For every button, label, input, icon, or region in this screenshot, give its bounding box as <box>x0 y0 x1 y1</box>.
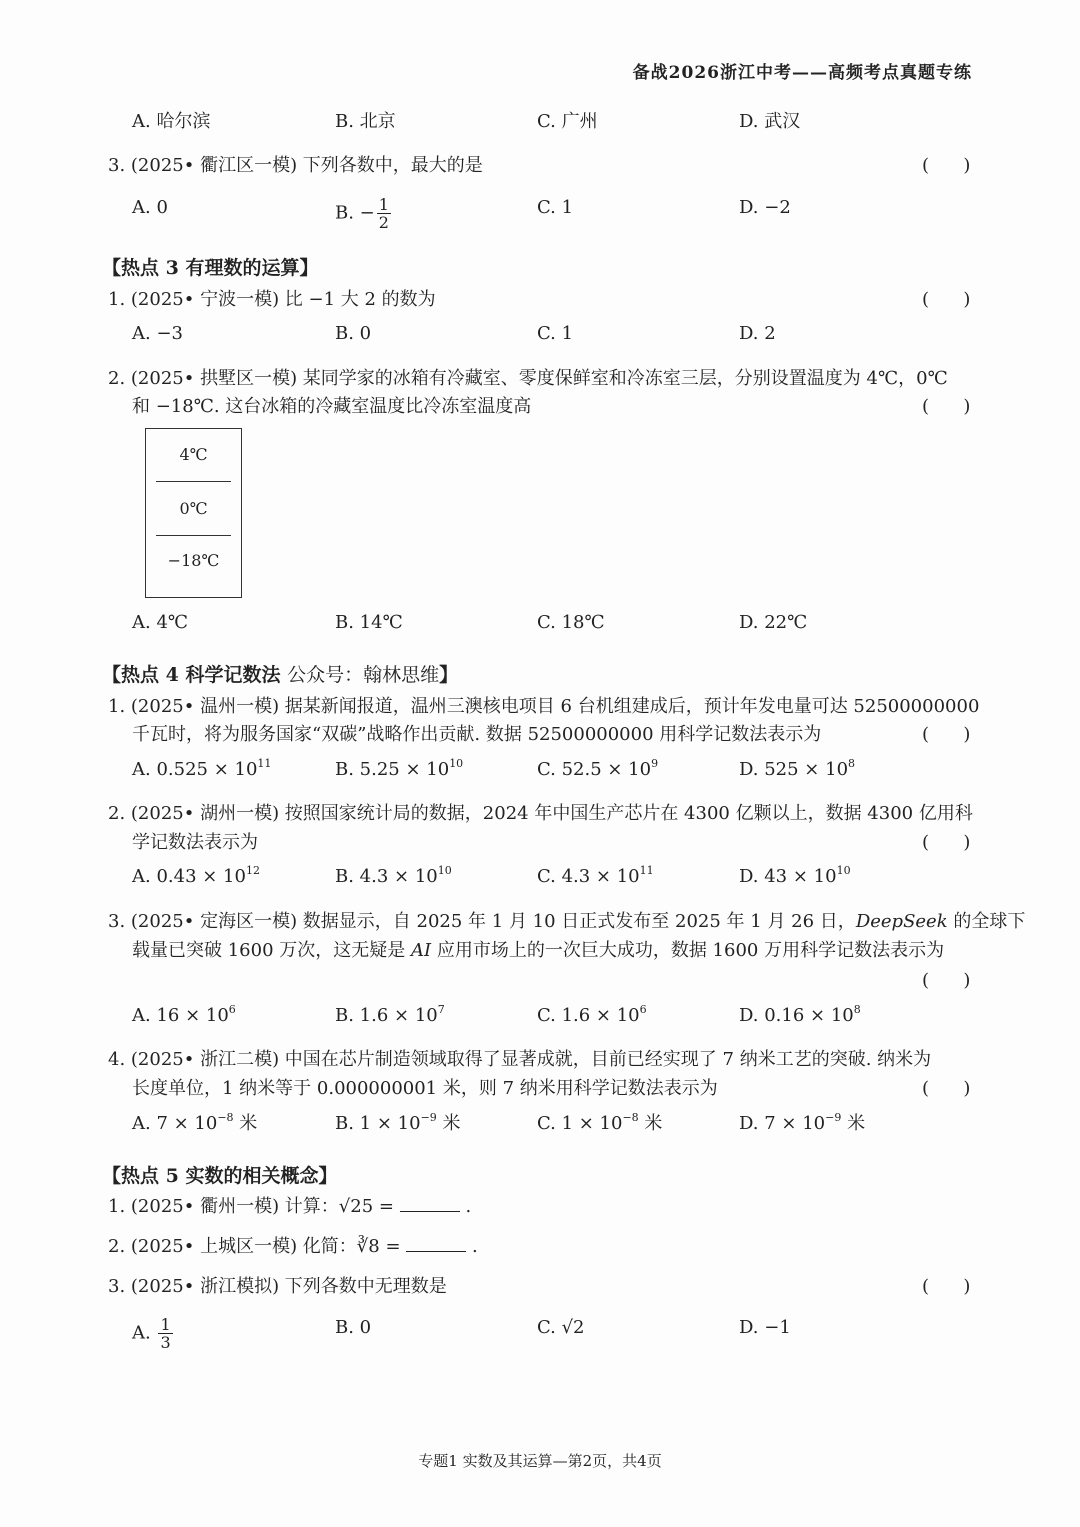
exponent: 8 <box>848 757 856 770</box>
answer-bracket: ( ) <box>922 1078 971 1099</box>
question-text: 千瓦时，将为服务国家“双碳”战略作出贡献. 数据 52500000000 用科学记数法表示为 <box>132 724 822 745</box>
section-close: 】 <box>439 664 459 686</box>
fridge-temp-top: 4℃ <box>179 445 208 464</box>
question-text <box>108 1195 471 1219</box>
option-b <box>335 865 452 889</box>
base: B. 5.25 × 10 <box>335 759 450 780</box>
option-a <box>132 865 260 889</box>
numerator: 1 <box>160 1315 171 1334</box>
base: C. 4.3 × 10 <box>537 866 640 887</box>
question-text <box>132 939 944 963</box>
answer-bracket: ( ) <box>922 155 971 176</box>
question-text: 1. (2025• 温州一模) 据某新闻报道，温州三澳核电项目 6 台机组建成后，预计年发电量可达 52500000000 <box>108 696 980 717</box>
base: C. 52.5 × 10 <box>537 759 652 780</box>
option-a: A. 哈尔滨 <box>132 111 211 132</box>
fridge-shelf <box>156 535 231 536</box>
option-a <box>132 758 271 782</box>
option-d <box>739 1112 865 1136</box>
option-c: C. 1 <box>537 197 574 218</box>
option-c <box>537 865 654 889</box>
question-text: 2. (2025• 拱墅区一模) 某同学家的冰箱有冷藏室、零度保鲜室和冷冻室三层，分别设置温度为 4℃，0℃ <box>108 368 948 389</box>
exponent: 10 <box>437 864 452 877</box>
question-text: 和 −18℃. 这台冰箱的冷藏室温度比冷冻室温度高 <box>132 396 532 417</box>
base: D. 7 × 10 <box>739 1113 826 1134</box>
unit: 米 <box>233 1113 258 1134</box>
base: A. 16 × 10 <box>132 1005 229 1026</box>
fridge-temp-middle: 0℃ <box>179 499 208 518</box>
exponent: −8 <box>217 1111 234 1124</box>
option-d: D. −1 <box>739 1317 791 1338</box>
option-c <box>537 1112 662 1136</box>
option-a: A. −3 <box>132 323 183 344</box>
exponent: 10 <box>449 757 464 770</box>
page-footer: 专题1 实数及其运算—第2页，共4页 <box>418 1452 662 1470</box>
option-b <box>335 196 391 231</box>
option-c: C. √2 <box>537 1317 585 1338</box>
option-b: B. 0 <box>335 1317 372 1338</box>
option-b: B. 0 <box>335 323 372 344</box>
option-label: B. − <box>335 202 375 224</box>
unit: 米 <box>436 1113 461 1134</box>
text: . <box>472 1236 478 1257</box>
text: 1. (2025• 衢州一模) 计算：√25 = <box>108 1196 394 1217</box>
exponent: 10 <box>836 864 851 877</box>
italic-term: AI <box>410 940 432 961</box>
question-text: 3. (2025• 浙江模拟) 下列各数中无理数是 <box>108 1276 447 1297</box>
question-text: 学记数法表示为 <box>132 832 258 853</box>
exponent: −8 <box>622 1111 639 1124</box>
exponent: 12 <box>245 864 260 877</box>
fraction <box>377 196 391 231</box>
answer-bracket: ( ) <box>922 724 971 745</box>
question-text: 1. (2025• 宁波一模) 比 −1 大 2 的数为 <box>108 289 436 310</box>
denominator: 2 <box>378 213 389 232</box>
text: 的全球下 <box>947 911 1026 932</box>
answer-blank[interactable] <box>400 1195 460 1212</box>
question-text <box>108 910 1025 934</box>
question-text: 长度单位，1 纳米等于 0.000000001 米，则 7 纳米用科学记数法表示为 <box>132 1078 718 1099</box>
section-heading: 【热点 5 实数的相关概念】 <box>102 1165 338 1187</box>
answer-bracket: ( ) <box>922 1276 971 1297</box>
exponent: 8 <box>853 1003 861 1016</box>
option-b <box>335 758 463 782</box>
numerator: 1 <box>378 195 389 214</box>
option-c: C. 1 <box>537 323 574 344</box>
option-label: A. <box>132 1322 151 1344</box>
fraction <box>158 1316 172 1351</box>
option-d: D. 22℃ <box>739 612 808 633</box>
option-d: D. 武汉 <box>739 111 801 132</box>
answer-blank[interactable] <box>406 1235 466 1252</box>
exponent: −9 <box>825 1111 842 1124</box>
base: B. 1.6 × 10 <box>335 1005 438 1026</box>
answer-bracket: ( ) <box>922 970 971 991</box>
option-d <box>739 1004 861 1028</box>
base: C. 1.6 × 10 <box>537 1005 640 1026</box>
exponent: 6 <box>639 1003 647 1016</box>
italic-term: DeepSeek <box>855 911 948 932</box>
exponent: 7 <box>437 1003 445 1016</box>
base: B. 1 × 10 <box>335 1113 421 1134</box>
option-c <box>537 758 658 782</box>
exponent: 6 <box>228 1003 236 1016</box>
option-c <box>537 1004 647 1028</box>
answer-bracket: ( ) <box>922 289 971 310</box>
answer-bracket: ( ) <box>922 832 971 853</box>
exponent: 11 <box>639 864 654 877</box>
option-d <box>739 758 855 782</box>
option-b: B. 14℃ <box>335 612 403 633</box>
option-d <box>739 865 851 889</box>
text: 应用市场上的一次巨大成功，数据 1600 万用科学记数法表示为 <box>431 940 945 961</box>
base: C. 1 × 10 <box>537 1113 623 1134</box>
option-a <box>132 1316 173 1351</box>
base: D. 43 × 10 <box>739 866 837 887</box>
exponent: 11 <box>257 757 272 770</box>
unit: 米 <box>841 1113 866 1134</box>
section-heading <box>102 663 458 687</box>
base: D. 0.16 × 10 <box>739 1005 854 1026</box>
base: B. 4.3 × 10 <box>335 866 438 887</box>
base: A. 0.43 × 10 <box>132 866 246 887</box>
base: D. 525 × 10 <box>739 759 849 780</box>
exponent: 9 <box>651 757 659 770</box>
section-note: 公众号：翰林思维 <box>287 664 440 686</box>
option-b <box>335 1112 461 1136</box>
text: . <box>465 1196 472 1217</box>
answer-bracket: ( ) <box>922 396 971 417</box>
fridge-temp-bottom: −18℃ <box>167 551 220 570</box>
option-d: D. −2 <box>739 197 791 218</box>
option-a: A. 0 <box>132 197 168 218</box>
option-b: B. 北京 <box>335 111 396 132</box>
question-text <box>108 1235 478 1259</box>
option-d: D. 2 <box>739 323 776 344</box>
option-c: C. 广州 <box>537 111 598 132</box>
option-b <box>335 1004 445 1028</box>
section-title: 【热点 4 科学记数法 <box>102 664 281 686</box>
base: A. 7 × 10 <box>132 1113 218 1134</box>
text: 载量已突破 1600 万次，这无疑是 <box>132 940 411 961</box>
fridge-shelf <box>156 481 231 482</box>
denominator: 3 <box>160 1333 171 1352</box>
question-text: 3. (2025• 衢江区一模) 下列各数中，最大的是 <box>108 155 483 176</box>
text: 2. (2025• 上城区一模) 化简：∛8 = <box>108 1236 401 1257</box>
base: A. 0.525 × 10 <box>132 759 258 780</box>
page-header: 备战2026浙江中考——高频考点真题专练 <box>632 63 972 83</box>
option-a <box>132 1112 257 1136</box>
option-a: A. 4℃ <box>132 612 189 633</box>
exponent: −9 <box>420 1111 437 1124</box>
unit: 米 <box>638 1113 663 1134</box>
option-c: C. 18℃ <box>537 612 605 633</box>
text: 3. (2025• 定海区一模) 数据显示，自 2025 年 1 月 10 日正式发布至 2025 年 1 月 26 日， <box>108 911 856 932</box>
fridge-diagram <box>145 428 242 598</box>
option-a <box>132 1004 236 1028</box>
question-text: 2. (2025• 湖州一模) 按照国家统计局的数据，2024 年中国生产芯片在 4300 亿颗以上，数据 4300 亿用科 <box>108 803 973 824</box>
question-text: 4. (2025• 浙江二模) 中国在芯片制造领域取得了显著成就，目前已经实现了 7 纳米工艺的突破. 纳米为 <box>108 1049 932 1070</box>
section-heading: 【热点 3 有理数的运算】 <box>102 257 319 279</box>
